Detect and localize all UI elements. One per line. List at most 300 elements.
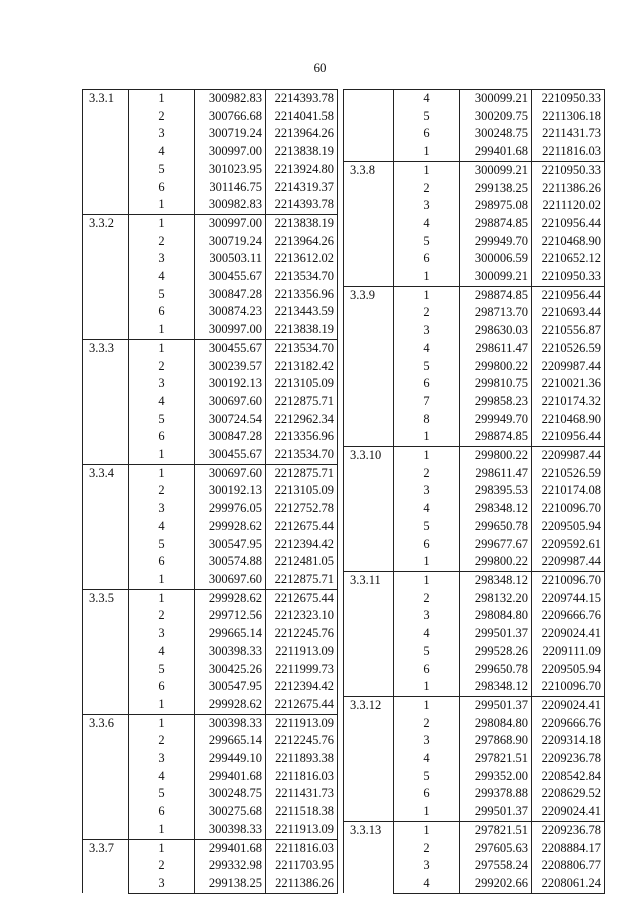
y-coordinate: 2209024.41 [532,696,605,714]
point-number: 1 [394,447,460,465]
x-coordinate: 299138.25 [195,875,266,893]
table-row [344,286,605,304]
y-coordinate: 2210096.70 [532,678,605,696]
x-coordinate: 298348.12 [460,678,532,696]
point-number: 5 [129,161,195,179]
point-number: 2 [129,607,195,625]
y-coordinate: 2212962.34 [266,411,338,429]
point-number: 6 [129,179,195,197]
y-coordinate: 2214041.58 [266,108,338,126]
x-coordinate: 300719.24 [195,233,266,251]
point-number: 1 [394,821,460,839]
point-number: 2 [394,715,460,733]
y-coordinate: 2209987.44 [532,553,605,571]
section-number: 3.3.13 [344,821,394,893]
point-number: 1 [394,286,460,304]
y-coordinate: 2210526.59 [532,340,605,358]
point-number: 4 [129,393,195,411]
x-coordinate: 300455.67 [195,268,266,286]
x-coordinate: 300248.75 [195,785,266,803]
point-number: 3 [129,500,195,518]
point-number: 4 [129,643,195,661]
y-coordinate: 2210956.44 [532,286,605,304]
point-number: 4 [394,625,460,643]
y-coordinate: 2213105.09 [266,482,338,500]
x-coordinate: 299501.37 [460,625,532,643]
x-coordinate: 298713.70 [460,304,532,322]
x-coordinate: 300275.68 [195,803,266,821]
x-coordinate: 300099.21 [460,90,532,108]
x-coordinate: 300997.00 [195,214,266,232]
point-number: 1 [129,214,195,232]
point-number: 4 [394,500,460,518]
y-coordinate: 2212323.10 [266,607,338,625]
x-coordinate: 300006.59 [460,250,532,268]
table-row [83,714,338,732]
point-number: 3 [129,625,195,643]
x-coordinate: 297821.51 [460,750,532,768]
section-number: 3.3.7 [83,839,129,893]
y-coordinate: 2213534.70 [266,446,338,464]
y-coordinate: 2209505.94 [532,518,605,536]
point-number: 6 [394,785,460,803]
y-coordinate: 2211816.03 [532,143,605,161]
section-number: 3.3.1 [83,90,129,215]
point-number: 1 [394,678,460,696]
y-coordinate: 2212875.71 [266,393,338,411]
point-number: 2 [394,840,460,858]
table-row [344,696,605,714]
x-coordinate: 300697.60 [195,571,266,589]
table-row [344,821,605,839]
x-coordinate: 301146.75 [195,179,266,197]
table-row [344,447,605,465]
x-coordinate: 300982.83 [195,90,266,108]
y-coordinate: 2211913.09 [266,821,338,839]
x-coordinate: 299202.66 [460,875,532,893]
point-number: 6 [394,375,460,393]
x-coordinate: 299810.75 [460,375,532,393]
x-coordinate: 298611.47 [460,340,532,358]
x-coordinate: 299677.67 [460,536,532,554]
y-coordinate: 2209314.18 [532,732,605,750]
point-number: 5 [394,643,460,661]
x-coordinate: 300697.60 [195,393,266,411]
x-coordinate: 300192.13 [195,375,266,393]
y-coordinate: 2210526.59 [532,465,605,483]
y-coordinate: 2212875.71 [266,464,338,482]
y-coordinate: 2212875.71 [266,571,338,589]
y-coordinate: 2213838.19 [266,321,338,339]
x-coordinate: 300455.67 [195,446,266,464]
y-coordinate: 2212481.05 [266,553,338,571]
x-coordinate: 297558.24 [460,857,532,875]
table-row [83,339,338,357]
point-number: 1 [394,696,460,714]
point-number: 1 [129,714,195,732]
y-coordinate: 2212394.42 [266,536,338,554]
point-number: 2 [394,465,460,483]
section-number: 3.3.9 [344,286,394,446]
point-number: 3 [129,125,195,143]
section-number: 3.3.4 [83,464,129,589]
y-coordinate: 2208061.24 [532,875,605,893]
point-number: 1 [394,553,460,571]
x-coordinate: 299949.70 [460,411,532,429]
point-number: 1 [129,821,195,839]
x-coordinate: 299378.88 [460,785,532,803]
point-number: 3 [129,750,195,768]
y-coordinate: 2212245.76 [266,625,338,643]
point-number: 5 [394,108,460,126]
x-coordinate: 299712.56 [195,607,266,625]
y-coordinate: 2213356.96 [266,428,338,446]
table-row [344,571,605,589]
y-coordinate: 2209987.44 [532,447,605,465]
y-coordinate: 2214319.37 [266,179,338,197]
x-coordinate: 299976.05 [195,500,266,518]
y-coordinate: 2209666.76 [532,607,605,625]
y-coordinate: 2210950.33 [532,90,605,108]
x-coordinate: 300719.24 [195,125,266,143]
x-coordinate: 298874.85 [460,286,532,304]
point-number: 3 [394,197,460,215]
y-coordinate: 2212675.44 [266,696,338,714]
point-number: 3 [394,482,460,500]
point-number: 3 [394,607,460,625]
x-coordinate: 300847.28 [195,428,266,446]
x-coordinate: 300099.21 [460,161,532,179]
x-coordinate: 301023.95 [195,161,266,179]
y-coordinate: 2209505.94 [532,661,605,679]
coordinates-table-left [82,89,338,894]
section-number: 3.3.5 [83,589,129,714]
y-coordinate: 2208806.77 [532,857,605,875]
section-number: 3.3.8 [344,161,394,286]
table-row [83,464,338,482]
x-coordinate: 300724.54 [195,411,266,429]
section-number: 3.3.2 [83,214,129,339]
y-coordinate: 2210021.36 [532,375,605,393]
x-coordinate: 299928.62 [195,518,266,536]
x-coordinate: 299138.25 [460,180,532,198]
table-row [83,839,338,857]
x-coordinate: 298084.80 [460,607,532,625]
point-number: 1 [129,571,195,589]
x-coordinate: 300997.00 [195,143,266,161]
y-coordinate: 2210652.12 [532,250,605,268]
x-coordinate: 300192.13 [195,482,266,500]
point-number: 5 [394,768,460,786]
point-number: 1 [129,339,195,357]
section-number: 3.3.10 [344,447,394,572]
x-coordinate: 300398.33 [195,714,266,732]
y-coordinate: 2214393.78 [266,196,338,214]
point-number: 4 [129,143,195,161]
y-coordinate: 2212245.76 [266,732,338,750]
x-coordinate: 298611.47 [460,465,532,483]
y-coordinate: 2210174.32 [532,393,605,411]
x-coordinate: 299665.14 [195,732,266,750]
x-coordinate: 300547.95 [195,536,266,554]
y-coordinate: 2211518.38 [266,803,338,821]
x-coordinate: 299401.68 [195,839,266,857]
y-coordinate: 2213612.02 [266,250,338,268]
x-coordinate: 299800.22 [460,447,532,465]
point-number: 6 [129,803,195,821]
section-number: 3.3.3 [83,339,129,464]
x-coordinate: 298874.85 [460,215,532,233]
x-coordinate: 298132.20 [460,590,532,608]
y-coordinate: 2213534.70 [266,339,338,357]
y-coordinate: 2208884.17 [532,840,605,858]
table-row [344,90,605,108]
x-coordinate: 300997.00 [195,321,266,339]
x-coordinate: 300503.11 [195,250,266,268]
x-coordinate: 298975.08 [460,197,532,215]
point-number: 4 [129,768,195,786]
y-coordinate: 2211703.95 [266,857,338,875]
point-number: 6 [394,536,460,554]
x-coordinate: 300455.67 [195,339,266,357]
section-number: 3.3.12 [344,696,394,821]
y-coordinate: 2214393.78 [266,90,338,108]
x-coordinate: 299449.10 [195,750,266,768]
y-coordinate: 2209592.61 [532,536,605,554]
y-coordinate: 2213534.70 [266,268,338,286]
y-coordinate: 2211893.38 [266,750,338,768]
x-coordinate: 300209.75 [460,108,532,126]
table-row [83,214,338,232]
y-coordinate: 2209744.15 [532,590,605,608]
point-number: 4 [129,518,195,536]
x-coordinate: 299401.68 [195,768,266,786]
y-coordinate: 2211386.26 [532,180,605,198]
point-number: 4 [129,268,195,286]
x-coordinate: 300099.21 [460,268,532,286]
table-row [83,90,338,108]
point-number: 8 [394,411,460,429]
point-number: 2 [394,590,460,608]
x-coordinate: 299949.70 [460,233,532,251]
y-coordinate: 2209236.78 [532,821,605,839]
y-coordinate: 2209024.41 [532,803,605,821]
x-coordinate: 300398.33 [195,643,266,661]
x-coordinate: 298630.03 [460,322,532,340]
point-number: 2 [394,180,460,198]
y-coordinate: 2213838.19 [266,143,338,161]
y-coordinate: 2210468.90 [532,411,605,429]
x-coordinate: 297821.51 [460,821,532,839]
table-row [83,589,338,607]
y-coordinate: 2213105.09 [266,375,338,393]
x-coordinate: 297868.90 [460,732,532,750]
x-coordinate: 298874.85 [460,428,532,446]
x-coordinate: 300766.68 [195,108,266,126]
x-coordinate: 298395.53 [460,482,532,500]
y-coordinate: 2210956.44 [532,215,605,233]
point-number: 2 [129,732,195,750]
y-coordinate: 2209024.41 [532,625,605,643]
x-coordinate: 299800.22 [460,553,532,571]
x-coordinate: 300239.57 [195,358,266,376]
point-number: 5 [394,518,460,536]
y-coordinate: 2210956.44 [532,428,605,446]
point-number: 2 [129,482,195,500]
point-number: 3 [394,732,460,750]
point-number: 4 [394,340,460,358]
y-coordinate: 2209987.44 [532,358,605,376]
x-coordinate: 300847.28 [195,286,266,304]
y-coordinate: 2211816.03 [266,839,338,857]
point-number: 2 [129,233,195,251]
point-number: 2 [129,358,195,376]
y-coordinate: 2209236.78 [532,750,605,768]
page-number: 60 [313,60,327,75]
y-coordinate: 2208629.52 [532,785,605,803]
x-coordinate: 299501.37 [460,803,532,821]
point-number: 4 [394,875,460,893]
y-coordinate: 2212675.44 [266,589,338,607]
point-number: 6 [129,303,195,321]
y-coordinate: 2213964.26 [266,233,338,251]
y-coordinate: 2211431.73 [532,125,605,143]
point-number: 6 [394,125,460,143]
point-number: 1 [394,268,460,286]
point-number: 6 [129,678,195,696]
y-coordinate: 2211913.09 [266,714,338,732]
point-number: 1 [129,696,195,714]
y-coordinate: 2210096.70 [532,571,605,589]
point-number: 3 [394,322,460,340]
point-number: 4 [394,90,460,108]
x-coordinate: 298348.12 [460,571,532,589]
x-coordinate: 300425.26 [195,661,266,679]
point-number: 6 [394,661,460,679]
y-coordinate: 2213838.19 [266,214,338,232]
x-coordinate: 300982.83 [195,196,266,214]
point-number: 3 [129,375,195,393]
y-coordinate: 2211306.18 [532,108,605,126]
x-coordinate: 297605.63 [460,840,532,858]
point-number: 1 [394,428,460,446]
y-coordinate: 2208542.84 [532,768,605,786]
point-number: 5 [129,411,195,429]
x-coordinate: 300248.75 [460,125,532,143]
point-number: 4 [394,215,460,233]
x-coordinate: 300874.23 [195,303,266,321]
point-number: 5 [394,233,460,251]
point-number: 1 [129,589,195,607]
section-number: 3.3.11 [344,571,394,696]
point-number: 6 [394,250,460,268]
y-coordinate: 2211120.02 [532,197,605,215]
y-coordinate: 2209111.09 [532,643,605,661]
point-number: 1 [394,803,460,821]
point-number: 6 [129,553,195,571]
coordinates-table-right [343,89,605,894]
point-number: 1 [129,90,195,108]
x-coordinate: 298084.80 [460,715,532,733]
y-coordinate: 2211431.73 [266,785,338,803]
x-coordinate: 298348.12 [460,500,532,518]
point-number: 5 [129,785,195,803]
point-number: 5 [394,358,460,376]
x-coordinate: 300574.88 [195,553,266,571]
y-coordinate: 2212675.44 [266,518,338,536]
point-number: 1 [129,196,195,214]
x-coordinate: 299332.98 [195,857,266,875]
y-coordinate: 2211999.73 [266,661,338,679]
x-coordinate: 299401.68 [460,143,532,161]
x-coordinate: 300547.95 [195,678,266,696]
table-row [344,161,605,179]
point-number: 1 [129,464,195,482]
y-coordinate: 2213964.26 [266,125,338,143]
point-number: 1 [394,143,460,161]
x-coordinate: 299858.23 [460,393,532,411]
x-coordinate: 300697.60 [195,464,266,482]
y-coordinate: 2210468.90 [532,233,605,251]
point-number: 1 [394,161,460,179]
x-coordinate: 299800.22 [460,358,532,376]
point-number: 1 [129,446,195,464]
y-coordinate: 2213356.96 [266,286,338,304]
point-number: 2 [129,857,195,875]
y-coordinate: 2213443.59 [266,303,338,321]
x-coordinate: 299650.78 [460,518,532,536]
y-coordinate: 2213182.42 [266,358,338,376]
point-number: 3 [129,875,195,893]
point-number: 3 [129,250,195,268]
point-number: 3 [394,857,460,875]
x-coordinate: 299528.26 [460,643,532,661]
section-number [344,90,394,162]
y-coordinate: 2211386.26 [266,875,338,893]
section-number: 3.3.6 [83,714,129,839]
x-coordinate: 299928.62 [195,589,266,607]
point-number: 1 [394,571,460,589]
y-coordinate: 2211913.09 [266,643,338,661]
y-coordinate: 2210950.33 [532,161,605,179]
y-coordinate: 2210950.33 [532,268,605,286]
point-number: 4 [394,750,460,768]
y-coordinate: 2210096.70 [532,500,605,518]
x-coordinate: 299928.62 [195,696,266,714]
y-coordinate: 2209666.76 [532,715,605,733]
y-coordinate: 2212752.78 [266,500,338,518]
y-coordinate: 2212394.42 [266,678,338,696]
y-coordinate: 2210556.87 [532,322,605,340]
point-number: 1 [129,839,195,857]
x-coordinate: 299665.14 [195,625,266,643]
x-coordinate: 299501.37 [460,696,532,714]
point-number: 1 [129,321,195,339]
point-number: 6 [129,428,195,446]
y-coordinate: 2211816.03 [266,768,338,786]
point-number: 5 [129,661,195,679]
y-coordinate: 2210693.44 [532,304,605,322]
x-coordinate: 299352.00 [460,768,532,786]
y-coordinate: 2213924.80 [266,161,338,179]
point-number: 5 [129,536,195,554]
point-number: 2 [394,304,460,322]
point-number: 7 [394,393,460,411]
y-coordinate: 2210174.08 [532,482,605,500]
point-number: 5 [129,286,195,304]
x-coordinate: 300398.33 [195,821,266,839]
point-number: 2 [129,108,195,126]
